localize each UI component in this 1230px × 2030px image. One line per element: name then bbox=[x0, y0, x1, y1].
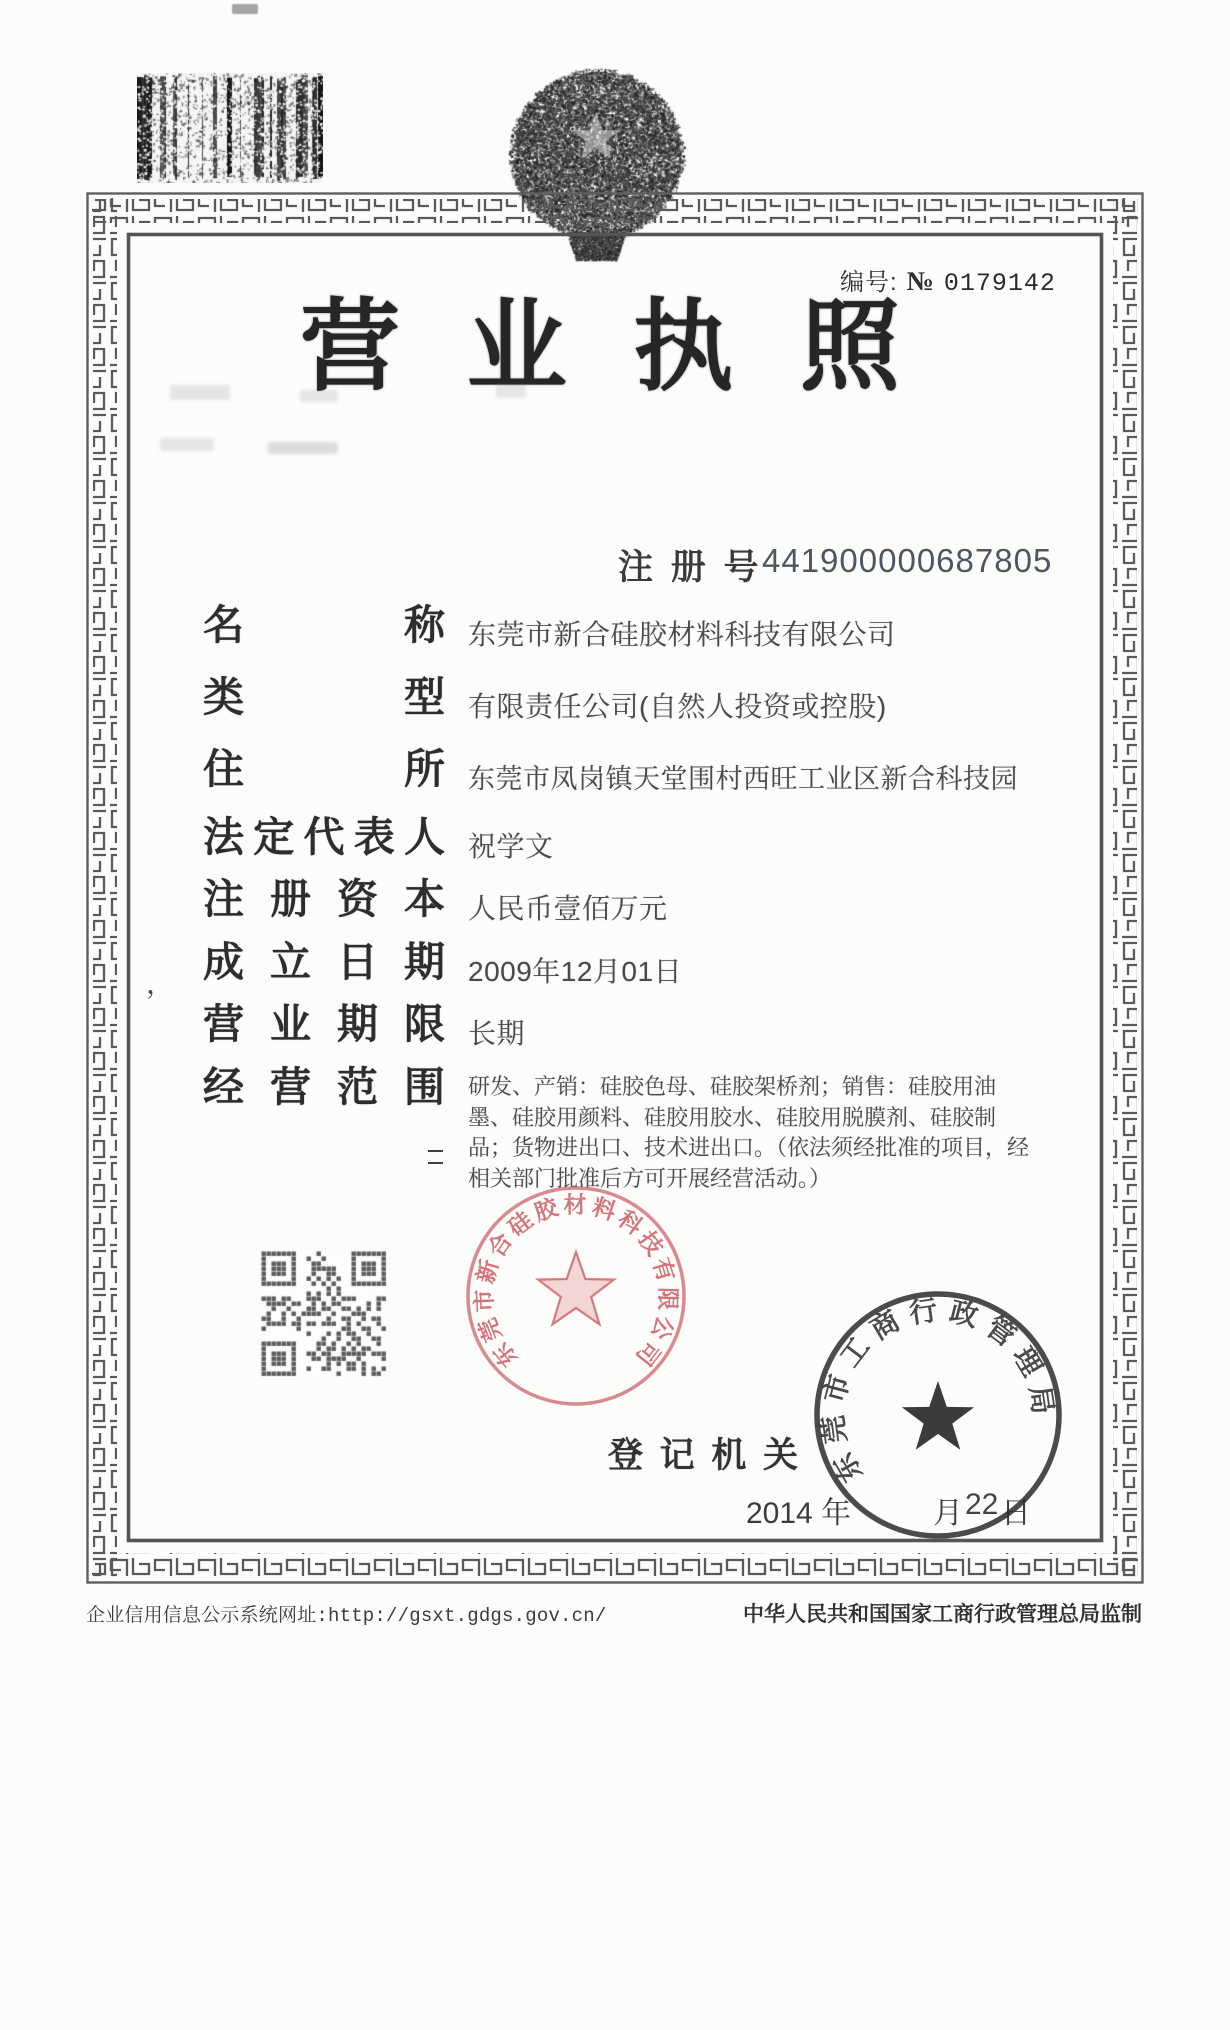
field-label: 法定代表人 bbox=[203, 814, 445, 860]
scan-mark: ， bbox=[146, 968, 175, 999]
field-value: 研发、产销：硅胶色母、硅胶架桥剂；销售：硅胶用油墨、硅胶用颜料、硅胶用胶水、硅胶用脱膜剂、硅胶制品；货物进出口、技术进出口。（依法须经批准的项目，经相关部门批准后方可开展经营活动。） bbox=[468, 1074, 1030, 1191]
company-seal-text: 东莞市新合硅胶材料科技有限公司 bbox=[470, 1191, 682, 1373]
footer-public-system-url: 企业信用信息公示系统网址:http://gsxt.gdgs.gov.cn/ bbox=[86, 1605, 607, 1627]
seal-star-icon bbox=[538, 1252, 614, 1324]
field-row-founded-date bbox=[203, 939, 1103, 995]
field-row-capital bbox=[203, 876, 1103, 932]
field-row-legal-rep bbox=[203, 814, 1103, 870]
issue-date-month-char: 月 bbox=[933, 1497, 963, 1530]
barcode-icon bbox=[137, 73, 323, 183]
serial-prefix: 编号: bbox=[840, 269, 898, 296]
scan-smudge bbox=[496, 384, 526, 398]
field-value: 祝学文 bbox=[468, 831, 554, 862]
scan-smudge bbox=[160, 438, 214, 451]
numero-sign: № bbox=[906, 266, 935, 296]
field-value: 东莞市新合硅胶材料科技有限公司 bbox=[468, 619, 896, 650]
issuer-label: 登记机关 bbox=[608, 1436, 798, 1475]
qr-code-icon bbox=[260, 1250, 388, 1378]
field-label: 营业期限 bbox=[203, 1001, 445, 1047]
field-value: 长期 bbox=[468, 1018, 526, 1049]
field-row-address bbox=[203, 746, 1103, 802]
serial-number: 0179142 bbox=[943, 269, 1056, 298]
license-title: 营业执照 bbox=[300, 291, 900, 403]
field-value: 人民币壹佰万元 bbox=[468, 893, 668, 924]
scan-smudge bbox=[232, 4, 258, 14]
field-value: 2009年12月01日 bbox=[468, 956, 683, 987]
field-label: 名称 bbox=[203, 602, 445, 648]
field-row-name bbox=[203, 602, 1103, 658]
field-label: 住所 bbox=[203, 746, 445, 792]
issue-date-year: 2014 年 bbox=[746, 1497, 852, 1530]
field-row-business-scope bbox=[203, 1064, 1103, 1191]
registry-seal-text: 东莞市工商行政管理局 bbox=[817, 1294, 1059, 1488]
scan-smudge bbox=[268, 442, 338, 454]
field-row-type bbox=[203, 674, 1103, 730]
seal-star-icon bbox=[902, 1381, 974, 1450]
field-label: 经营范围 bbox=[203, 1064, 445, 1110]
registration-no-label: 注 册 号 bbox=[618, 548, 763, 587]
field-label: 注册资本 bbox=[203, 876, 445, 922]
issue-date-day: 22 bbox=[965, 1488, 999, 1521]
footer-issuing-authority: 中华人民共和国国家工商行政管理总局监制 bbox=[743, 1603, 1142, 1626]
field-label: 类型 bbox=[203, 674, 445, 720]
registry-black-seal bbox=[806, 1283, 1070, 1547]
field-value: 东莞市凤岗镇天堂围村西旺工业区新合科技园 bbox=[468, 764, 1018, 794]
scan-smudge bbox=[170, 385, 230, 400]
scan-smudge bbox=[300, 390, 338, 402]
field-label: 成立日期 bbox=[203, 939, 445, 985]
field-value: 有限责任公司(自然人投资或控股) bbox=[468, 691, 887, 722]
field-row-term bbox=[203, 1001, 1103, 1057]
registration-no-value: 441900000687805 bbox=[762, 542, 1053, 579]
company-red-seal bbox=[460, 1180, 692, 1412]
scan-mark bbox=[428, 1150, 443, 1164]
issue-date-day-char: 日 bbox=[1001, 1497, 1031, 1530]
